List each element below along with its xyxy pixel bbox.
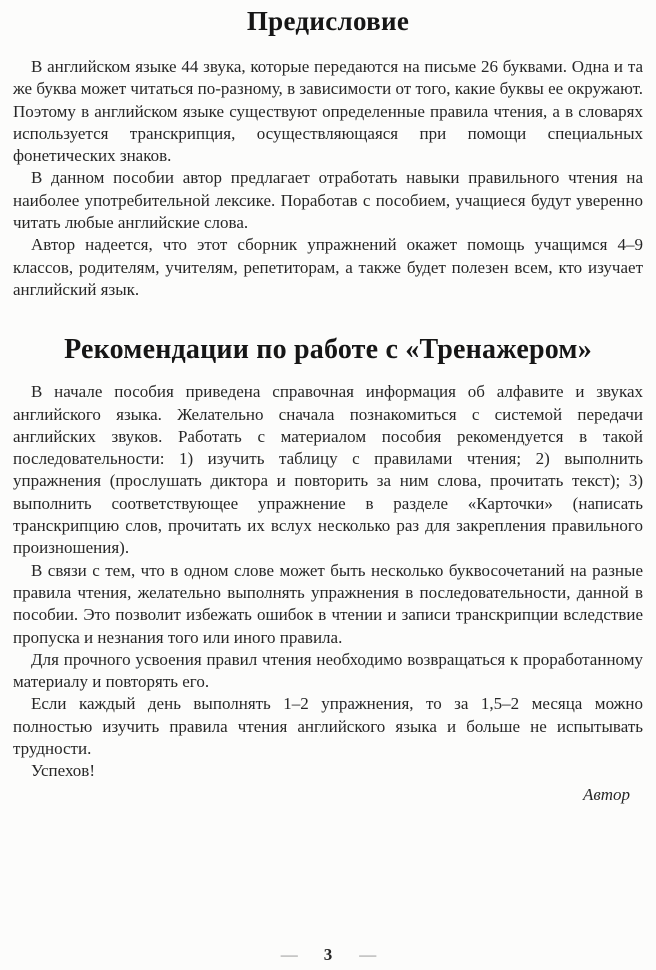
preface-paragraph-1: В английском языке 44 звука, которые передаются на письме 26 буквами. Одна и та же буква может читаться по-разному, в зависимости от того, какие буквы ее окружают. Поэтому в английском языке существуют определенные правила чтения, а в словарях используется транскрипция, осуществляющаяся при помощи специальных фонетических знаков. (13, 57, 643, 166)
page-number: 3 (323, 945, 333, 964)
section-preface (13, 6, 643, 301)
author-signature: Автор (582, 784, 630, 804)
recommendations-paragraph-5: Успехов! (31, 761, 95, 781)
page-footer (0, 946, 656, 963)
recommendations-paragraph-4: Если каждый день выполнять 1–2 упражнения, то за 1,5–2 месяца можно полностью изучить правила чтения английского языка и больше не испытывать трудности. (13, 694, 643, 759)
recommendations-title: Рекомендации по работе с «Тренажером» (64, 334, 592, 366)
footer-dash-right: — (359, 945, 376, 964)
recommendations-paragraph-2: В связи с тем, что в одном слове может быть несколько буквосочетаний на разные правила чтения, желательно выполнять упражнения в последовательности, данной в пособии. Это позволит избежать ошибок в чтении и записи транскрипции вследствие пропуска и незнания того или иного правила. (13, 560, 643, 647)
preface-title: Предисловие (246, 6, 410, 36)
preface-paragraph-2: В данном пособии автор предлагает отработать навыки правильного чтения на наиболее употребительной лексике. Поработав с пособием, учащиеся будут уверенно читать любые английские слова. (13, 168, 643, 233)
footer-dash-left: — (280, 945, 297, 964)
recommendations-paragraph-1: В начале пособия приведена справочная информация об алфавите и звуках английского языка. Желательно сначала познакомиться с системой передачи английских звуков. Работать с материалом пособия рекомендуется в такой последовательности: 1) изучить таблицу с правилами чтения; 2) выполнить упражнения (прослушать диктора и повторить за ним слова, прочитать текст); 3) выполнить соответствующее упражнение в разделе «Карточки» (написать транскрипцию слов, прочитать их вслух несколько раз для закрепления правильного произношения). (13, 382, 643, 558)
section-recommendations (13, 334, 643, 806)
preface-paragraph-3: Автор надеется, что этот сборник упражнений окажет помощь учащимся 4–9 классов, родителям, учителям, репетиторам, а также будет полезен всем, кто изучает английский язык. (13, 235, 643, 299)
recommendations-paragraph-3: Для прочного усвоения правил чтения необходимо возвращаться к проработанному материалу и повторять его. (13, 649, 643, 692)
